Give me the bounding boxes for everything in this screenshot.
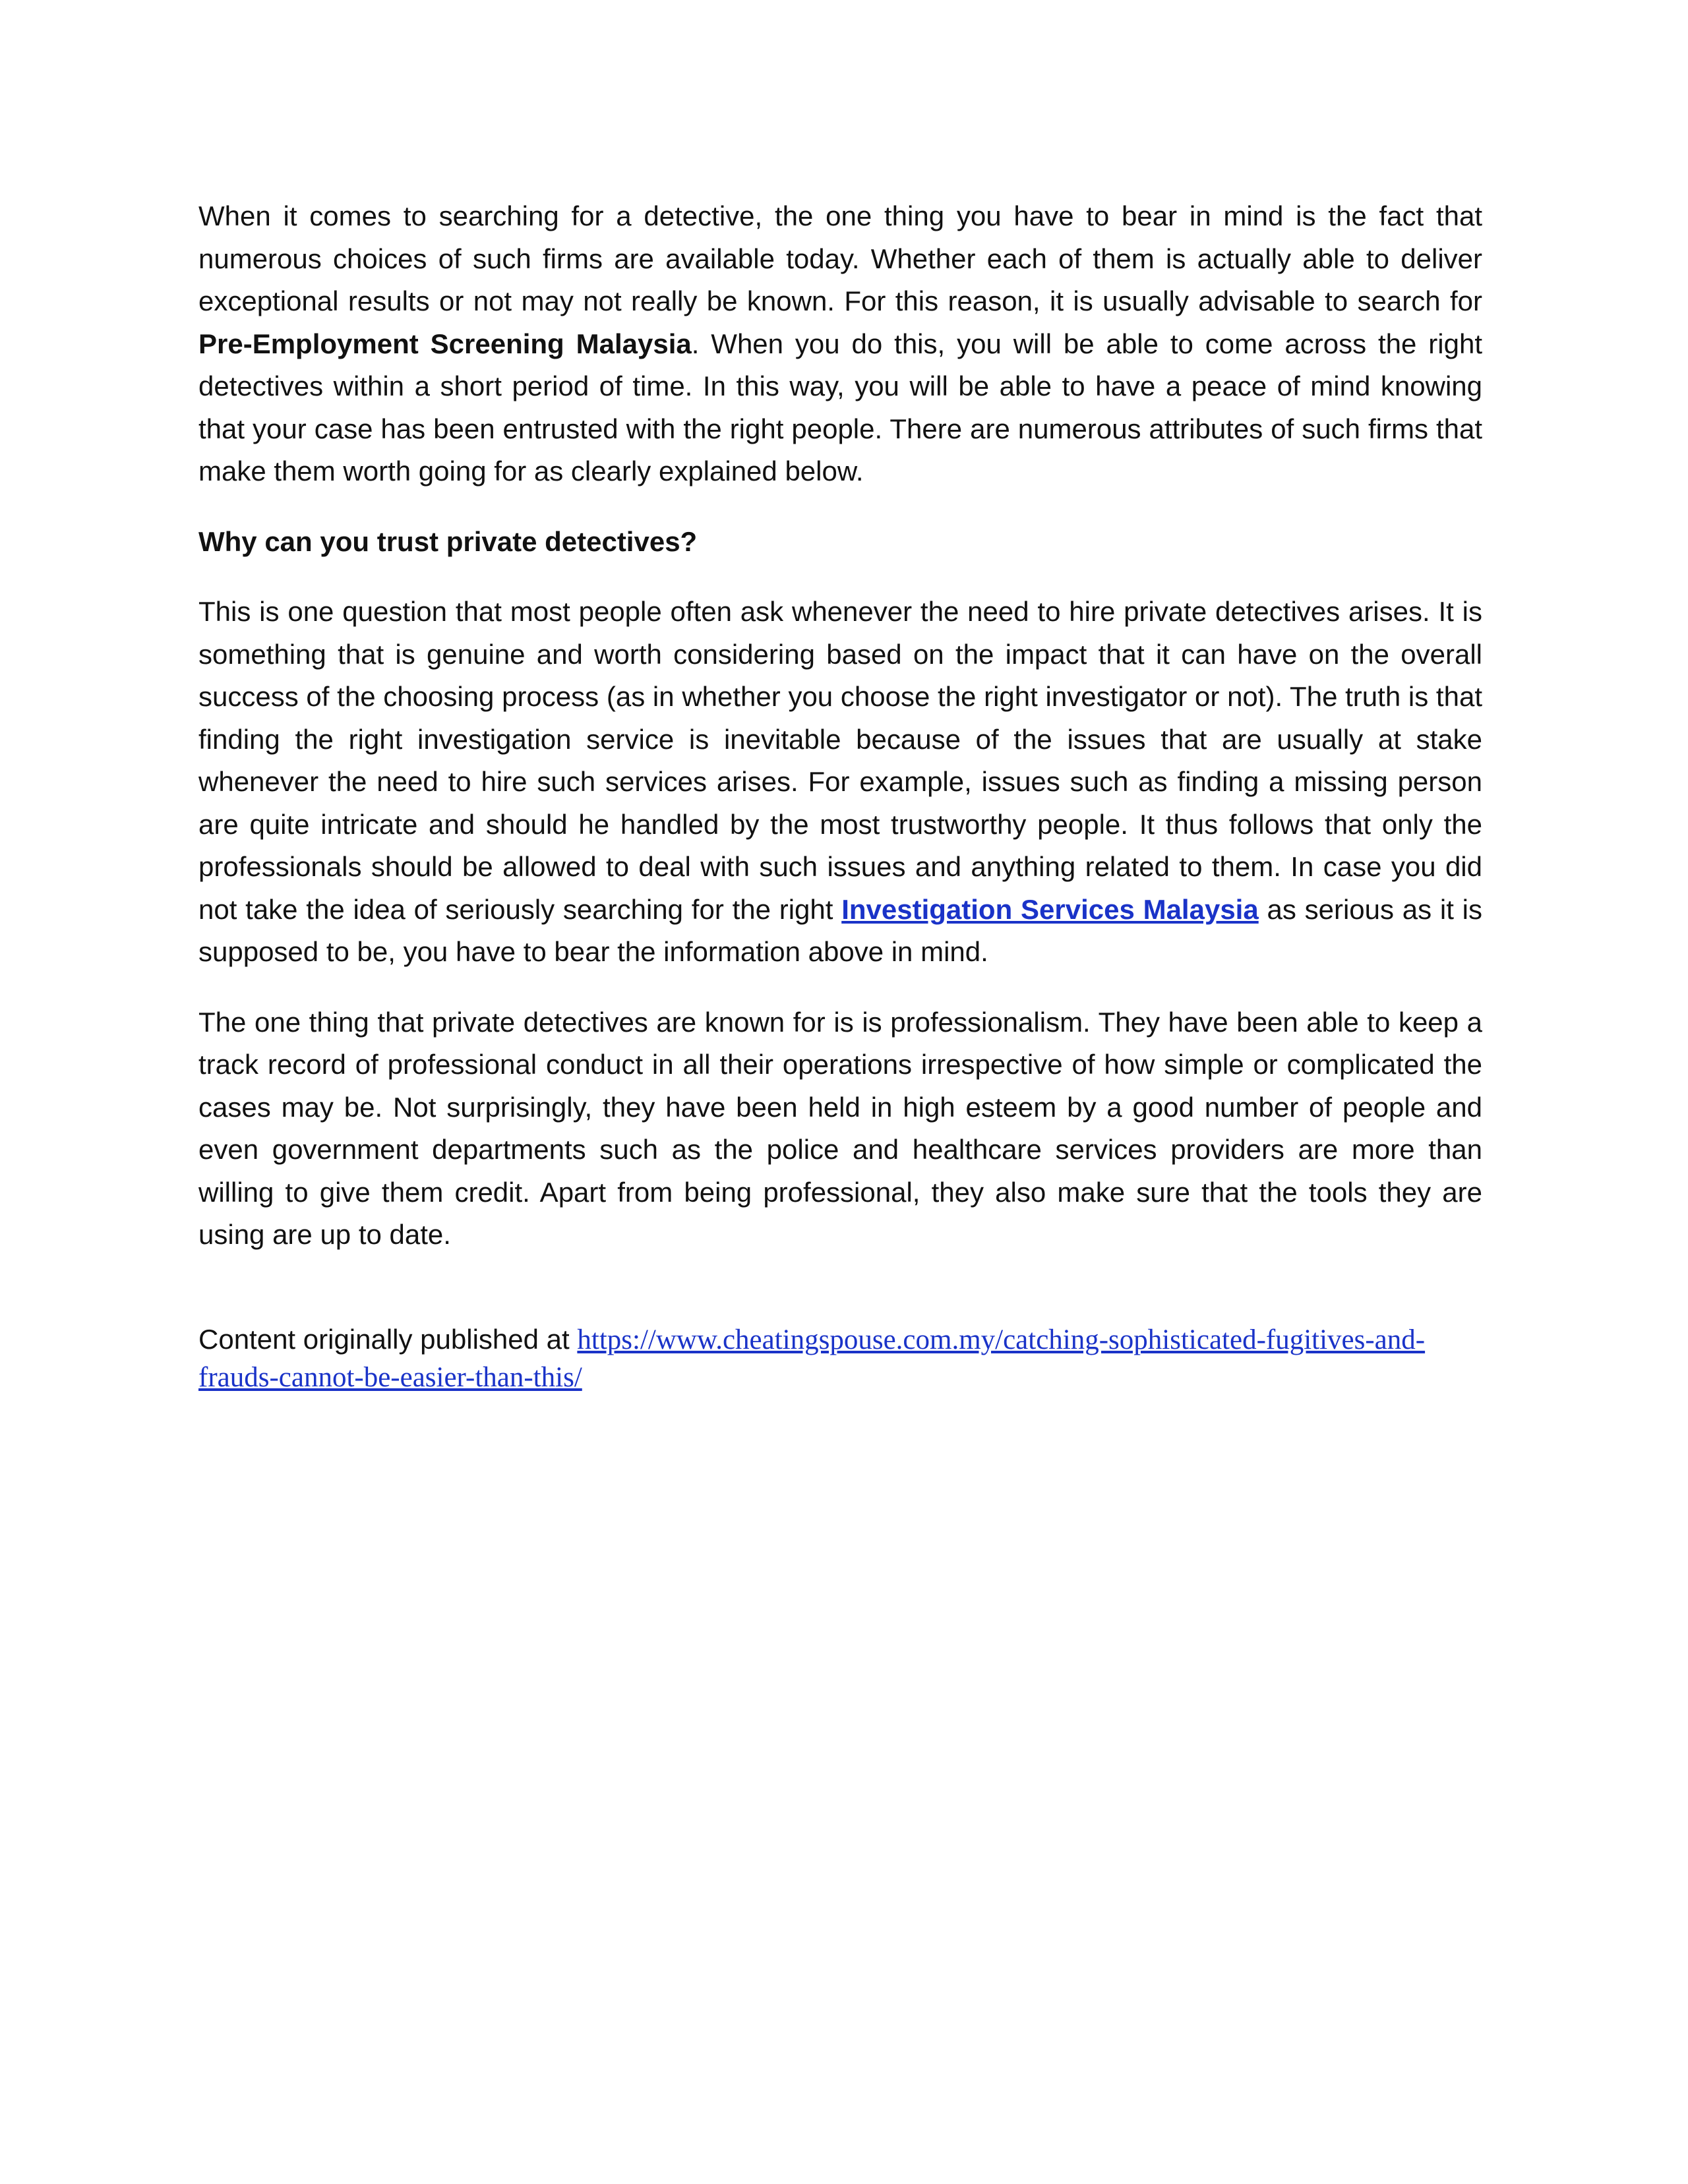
investigation-services-link[interactable]: Investigation Services Malaysia: [841, 893, 1259, 925]
intro-paragraph: [198, 195, 1482, 493]
section-heading: Why can you trust private detectives?: [198, 525, 698, 557]
source-url-link[interactable]: https://www.cheatingspouse.com.my/catching-sophisticated-fugitives-and-frauds-cannot-be-easier-than-this/: [198, 1324, 1426, 1393]
professionalism-paragraph: The one thing that private detectives are known for is is professionalism. They have been able to keep a track record of professional conduct in all their operations irrespective of how simple or complicated the cases may be. Not surprisingly, they have been held in high esteem by a good number of people and even government departments such as the police and healthcare services providers are more than willing to give them credit. Apart from being professional, they also make sure that the tools they are using are up to date.: [198, 1006, 1482, 1250]
trust-text-start: This is one question that most people often ask whenever the need to hire private detectives arises. It is something that is genuine and worth considering based on the impact that it can have on the overall success of the choosing process (as in whether you choose the right investigator or not). The truth is that finding the right investigation service is inevitable because of the issues that are usually at stake whenever the need to hire such services arises. For example, issues such as finding a missing person are quite intricate and should he handled by the most trustworthy people. It thus follows that only the professionals should be allowed to deal with such issues and anything related to them. In case you did not take the idea of seriously searching for the right: [198, 596, 1482, 925]
intro-text-end: . When you do this, you will be able to come across the right detectives within a short period of time. In this way, you will be able to have a peace of mind knowing that your case has been entrusted with the right people. There are numerous attributes of such firms that make them worth going for as clearly explained below.: [198, 328, 1482, 487]
source-prefix: Content originally published at: [198, 1323, 578, 1355]
trust-text-end: as serious as it is supposed to be, you have to bear the information above in mind.: [198, 893, 1482, 967]
keyword-pre-employment-screening: Pre-Employment Screening Malaysia: [198, 328, 692, 359]
source-attribution: [198, 1321, 1482, 1396]
intro-text-start: When it comes to searching for a detective, the one thing you have to bear in mind is the fact that numerous choices of such firms are available today. Whether each of them is actually able to deliver exceptional results or not may not really be known. For this reason, it is usually advisable to search for: [198, 200, 1482, 316]
article-body: [198, 195, 1482, 1424]
trust-paragraph: [198, 591, 1482, 974]
